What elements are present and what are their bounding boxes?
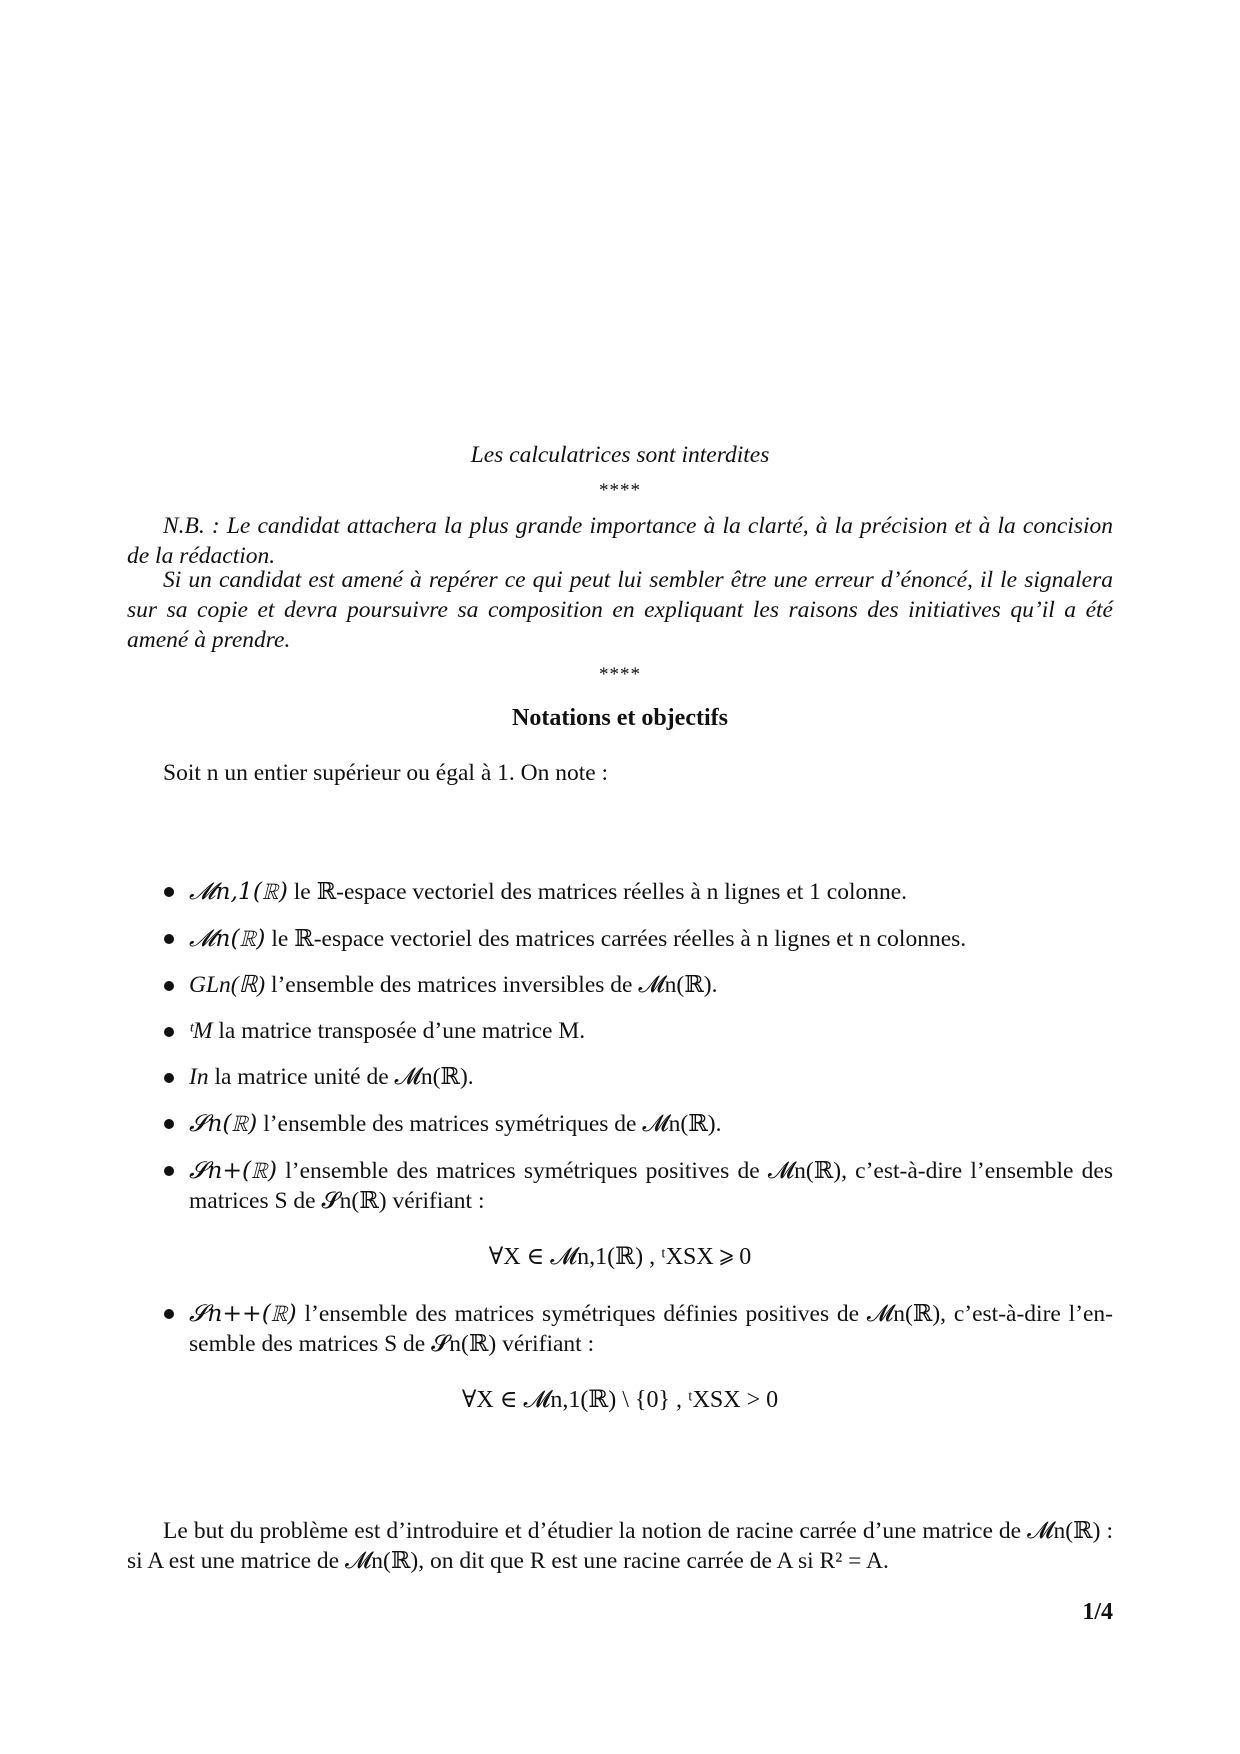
bullet-icon xyxy=(164,1027,174,1037)
description: la matrice unité de 𝓜n(ℝ). xyxy=(214,1064,474,1090)
list-item xyxy=(127,1062,1113,1092)
nb-paragraph: N.B. : Le candidat attachera la plus grande importance à la clarté, à la précision et à la concision de la rédaction. xyxy=(127,513,1113,569)
description: le ℝ-espace vectoriel des matrices réelles à n lignes et 1 colonne. xyxy=(293,879,908,905)
notation-list xyxy=(127,876,1113,1415)
list-item xyxy=(127,1298,1113,1415)
formula: ∀X ∈ 𝓜n,1(ℝ) \ {0} , ᵗXSX > 0 xyxy=(461,1387,779,1413)
bullet-icon xyxy=(164,1119,174,1129)
calculators-notice: Les calculatrices sont interdites xyxy=(470,442,770,468)
separator-bottom: **** xyxy=(599,664,641,685)
description: l’ensemble des matrices inversibles de 𝓜n(ℝ). xyxy=(270,972,718,998)
list-item xyxy=(127,970,1113,1000)
bullet-icon xyxy=(164,1166,174,1176)
bullet-icon xyxy=(164,1309,174,1319)
description: le ℝ-espace vectoriel des matrices carrées réelles à n lignes et n colonnes. xyxy=(271,926,967,952)
page xyxy=(127,0,1113,1754)
list-item xyxy=(127,923,1113,954)
intro-line: Soit n un entier supérieur ou égal à 1. On note : xyxy=(163,760,609,786)
section-title: Notations et objectifs xyxy=(512,705,728,731)
error-paragraph: Si un candidat est amené à repérer ce qui peut lui sembler être une erreur d’énoncé, il le signalera sur sa copie et devra poursuivre sa composition en expliquant les raisons des initiatives qu’il a été amené à prendre. xyxy=(127,567,1113,653)
description: la matrice transposée d’une matrice M. xyxy=(218,1018,586,1044)
separator-top: **** xyxy=(599,480,641,501)
symbol: 𝓜n,1(ℝ) xyxy=(189,877,288,905)
symbol: In xyxy=(189,1064,209,1090)
bullet-icon xyxy=(164,934,174,944)
bullet-icon xyxy=(164,887,174,897)
formula: ∀X ∈ 𝓜n,1(ℝ) , ᵗXSX ⩾ 0 xyxy=(488,1244,752,1270)
symbol: 𝓢n++(ℝ) xyxy=(189,1299,297,1327)
description: l’ensemble des matrices symétriques positives de 𝓜n(ℝ), c’est-à-dire l’ensemble des matrices S de 𝓢n(ℝ) vérifiant : xyxy=(189,1158,1114,1214)
description: l’ensemble des matrices symétriques de 𝓜n(ℝ). xyxy=(263,1111,722,1137)
symbol: 𝓜n(ℝ) xyxy=(189,924,266,952)
bullet-icon xyxy=(164,1073,174,1083)
symbol: ᵗM xyxy=(189,1018,213,1044)
symbol: GLn(ℝ) xyxy=(189,972,266,998)
list-item xyxy=(127,876,1113,907)
list-item xyxy=(127,1108,1113,1139)
goal-paragraph: Le but du problème est d’introduire et d’étudier la notion de racine carrée d’une matrice de 𝓜n(ℝ) : si A est une matrice de 𝓜n(ℝ), on dit que R est une racine carrée de A si R² = A. xyxy=(127,1518,1113,1574)
bullet-icon xyxy=(164,981,174,991)
list-item xyxy=(127,1016,1113,1046)
list-item xyxy=(127,1155,1113,1272)
page-number: 1/4 xyxy=(1082,1599,1113,1625)
symbol: 𝓢n+(ℝ) xyxy=(189,1156,278,1184)
symbol: 𝓢n(ℝ) xyxy=(189,1109,258,1137)
description: l’ensemble des matrices symétriques définies positives de 𝓜n(ℝ), c’est-à-dire l’en-semble des matrices S de 𝓢n(ℝ) vérifiant : xyxy=(189,1301,1113,1357)
